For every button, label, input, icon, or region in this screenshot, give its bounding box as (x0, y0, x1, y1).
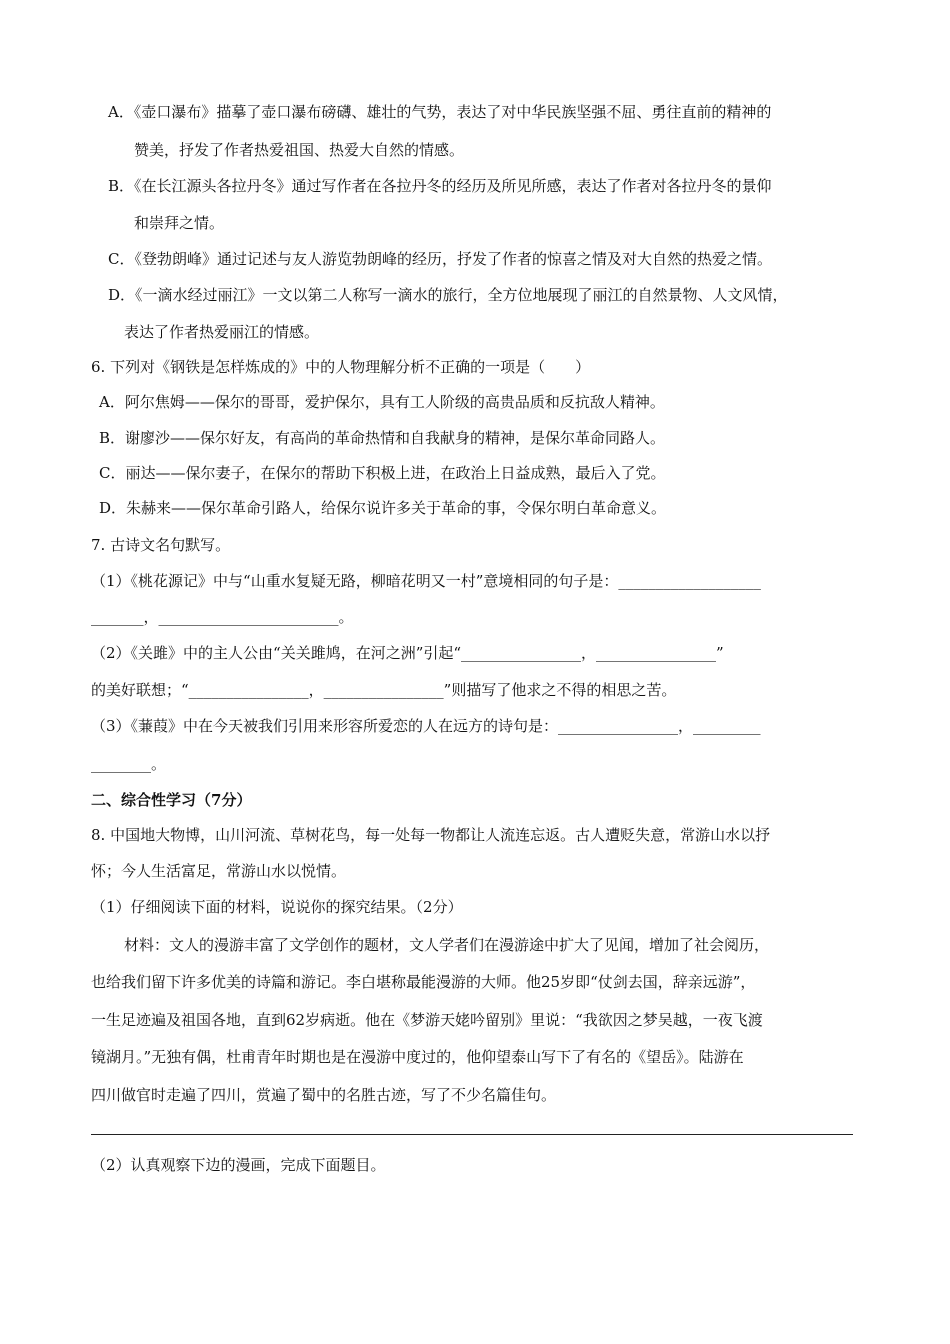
q8-material-line5: 四川做官时走遍了四川，赏遍了蜀中的名胜古迹，写了不少名篇佳句。 (91, 1086, 557, 1104)
q5-option-b-line1: B．《在长江源头各拉丹冬》通过写作者在各拉丹冬的经历及所见所感，表达了作者对各拉丹冬的景仰 (108, 177, 772, 195)
q7-part3-line2: ________。 (91, 755, 167, 773)
q5-option-d-line1: D．《一滴水经过丽江》一文以第二人称写一滴水的旅行，全方位地展现了丽江的自然景物、人文风情， (108, 286, 788, 304)
q7-stem: 7. 古诗文名句默写。 (91, 536, 231, 554)
q5-option-c: C．《登勃朗峰》通过记述与友人游览勃朗峰的经历，抒发了作者的惊喜之情及对大自然的热爱之情。 (108, 250, 772, 268)
q8-material-line4: 镜湖月。”无独有偶，杜甫青年时期也是在漫游中度过的，他仰望泰山写下了有名的《望岳》。陆游在 (91, 1048, 744, 1066)
q5-option-a-line1: A．《壶口瀑布》描摹了壶口瀑布磅礴、雄壮的气势，表达了对中华民族坚强不屈、勇往直前的精神的 (108, 103, 772, 121)
q7-part1-line2: _______，________________________。 (91, 608, 354, 626)
q8-subquestion-2: （2）认真观察下边的漫画，完成下面题目。 (91, 1156, 386, 1174)
q7-part3-line1: （3）《蒹葭》中在今天被我们引用来形容所爱恋的人在远方的诗句是：________________，_________ (91, 717, 761, 735)
q5-option-d-line2: 表达了作者热爱丽江的情感。 (124, 323, 320, 341)
q5-option-b-line2: 和崇拜之情。 (134, 214, 225, 232)
q8-material-line1: 材料：文人的漫游丰富了文学创作的题材，文人学者们在漫游途中扩大了见闻，增加了社会阅历， (124, 936, 770, 954)
q8-material-line2: 也给我们留下许多优美的诗篇和游记。李白堪称最能漫游的大师。他25岁即“仗剑去国，辞亲远游”， (91, 973, 756, 991)
q7-part2-line2: 的美好联想；“________________，________________”则描写了他求之不得的相思之苦。 (91, 681, 677, 699)
q6-option-d: D．朱赫来——保尔革命引路人，给保尔说许多关于革命的事，令保尔明白革命意义。 (99, 499, 667, 517)
q8-subquestion-1: （1）仔细阅读下面的材料，说说你的探究结果。（2分） (91, 898, 463, 916)
q6-option-a: A．阿尔焦姆——保尔的哥哥，爱护保尔，具有工人阶级的高贵品质和反抗敌人精神。 (99, 393, 665, 411)
answer-line (91, 1134, 853, 1135)
q7-part2-line1: （2）《关雎》中的主人公由“关关雎鸠，在河之洲”引起“________________，________________” (91, 644, 724, 662)
q7-part1-line1: （1）《桃花源记》中与“山重水复疑无路，柳暗花明又一村”意境相同的句子是：___________________ (91, 572, 761, 590)
q6-option-c: C．丽达——保尔妻子，在保尔的帮助下积极上进，在政治上日益成熟，最后入了党。 (99, 464, 666, 482)
q6-option-b: B．谢廖沙——保尔好友，有高尚的革命热情和自我献身的精神，是保尔革命同路人。 (99, 429, 666, 447)
q6-stem: 6. 下列对《钢铁是怎样炼成的》中的人物理解分析不正确的一项是（ ） (91, 358, 591, 376)
q5-option-a-line2: 赞美，抒发了作者热爱祖国、热爱大自然的情感。 (134, 141, 465, 159)
section-heading: 二、综合性学习（7分） (91, 791, 252, 809)
q8-material-line3: 一生足迹遍及祖国各地，直到62岁病逝。他在《梦游天姥吟留别》里说：“我欲因之梦吴越，一夜飞渡 (91, 1011, 763, 1029)
q8-intro-line2: 怀；今人生活富足，常游山水以悦情。 (91, 862, 347, 880)
q8-intro-line1: 8. 中国地大物博，山川河流、草树花鸟，每一处每一物都让人流连忘返。古人遭贬失意，常游山水以抒 (91, 826, 771, 844)
